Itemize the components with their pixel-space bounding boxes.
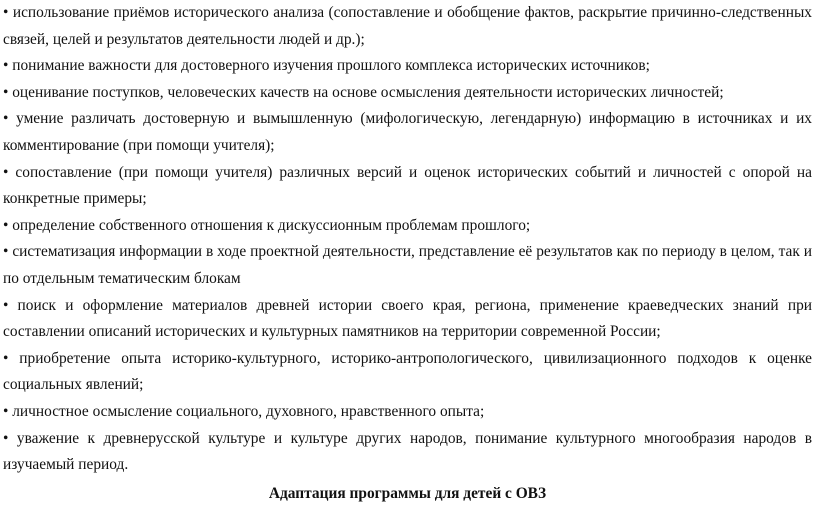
list-item-evaluating-actions: • оценивание поступков, человеческих качеств на основе осмысления деятельности исторических личностей; [3, 83, 724, 101]
list-item-approaches-experience: • приобретение опыта историко-культурного, историко-антропологического, цивилизационного подходов к оценке социальных явлений; [3, 349, 812, 394]
list-item-comparing-versions: • сопоставление (при помощи учителя) различных версий и оценок исторических событий и личностей с опорой на конкретные примеры; [3, 163, 812, 208]
list-item-analysis-methods: • использование приёмов исторического анализа (сопоставление и обобщение фактов, раскрытие причинно-следственных связей, целей и результатов деятельности людей и др.); [3, 4, 812, 48]
list-item-reliable-information: • умение различать достоверную и вымышленную (мифологическую, легендарную) информацию в источниках и их комментирование (при помощи учителя); [3, 110, 812, 154]
list-item-personal-reflection: • личностное осмысление социального, духовного, нравственного опыта; [3, 402, 485, 420]
list-item-own-attitude: • определение собственного отношения к дискуссионным проблемам прошлого; [3, 216, 531, 234]
list-item-cultural-respect: • уважение к древнерусской культуре и культуре других народов, понимание культурного многообразия народов в изучаемый период. [3, 429, 812, 474]
list-item-systematization: • систематизация информации в ходе проектной деятельности, представление её результатов как по периоду в целом, так и по отдельным тематическим блокам [3, 243, 812, 287]
list-item-historical-sources: • понимание важности для достоверного изучения прошлого комплекса исторических источников; [3, 57, 650, 75]
section-heading: Адаптация программы для детей с ОВЗ [268, 484, 547, 502]
list-item-local-history: • поиск и оформление материалов древней истории своего края, региона, применение краеведческих знаний при составлении описаний исторических и культурных памятников на территории современной России; [3, 296, 812, 341]
